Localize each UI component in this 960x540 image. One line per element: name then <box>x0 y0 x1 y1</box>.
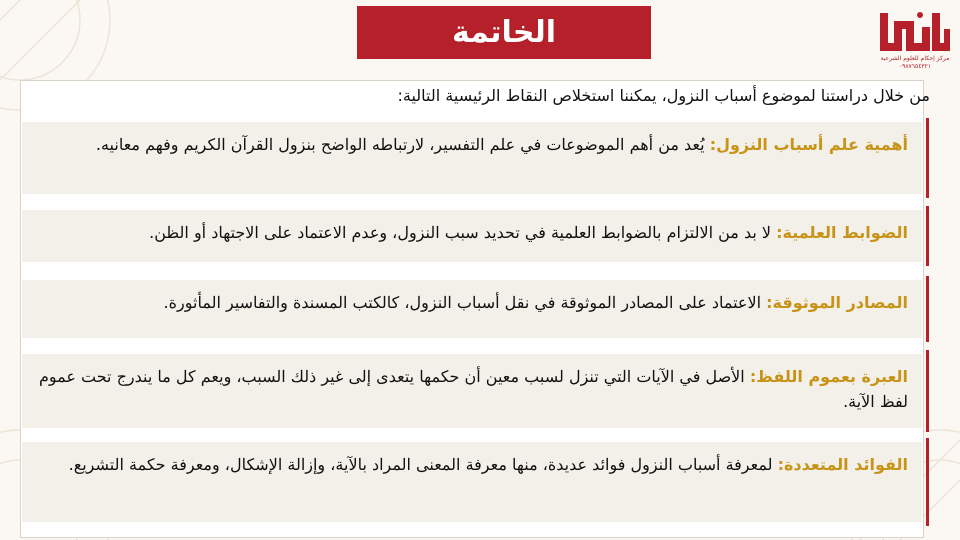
point-text-block <box>32 220 908 245</box>
point-body: لمعرفة أسباب النزول فوائد عديدة، منها معرفة المعنى المراد بالآية، وإزالة الإشكال، ومعرفة حكمة التشريع. <box>68 455 773 474</box>
point-body: يُعد من أهم الموضوعات في علم التفسير، لارتباطه الواضح بنزول القرآن الكريم وفهم معانيه. <box>95 135 705 154</box>
point-card <box>22 210 922 262</box>
point-text-block <box>32 132 908 157</box>
logo-phone: ٠٩٨٧٦٥٤٣٢١ <box>898 63 932 70</box>
point-body: لا بد من الالتزام بالضوابط العلمية في تحديد سبب النزول، وعدم الاعتماد على الاجتهاد أو الظن. <box>149 223 771 242</box>
point-accent-bar <box>926 276 929 342</box>
point-card <box>22 442 922 522</box>
point-accent-bar <box>926 350 929 432</box>
point-heading: المصادر الموثوقة: <box>766 293 908 312</box>
intro-text: من خلال دراستنا لموضوع أسباب النزول، يمكننا استخلاص النقاط الرئيسية التالية: <box>397 86 930 105</box>
point-card <box>22 354 922 428</box>
point-text-block <box>32 290 908 315</box>
point-accent-bar <box>926 206 929 266</box>
point-accent-bar <box>926 118 929 198</box>
point-text-block <box>32 452 908 477</box>
title-banner <box>357 6 651 59</box>
point-body: الاعتماد على المصادر الموثوقة في نقل أسباب النزول، كالكتب المسندة والتفاسير المأثورة. <box>163 293 762 312</box>
point-accent-bar <box>926 438 929 526</box>
point-card <box>22 280 922 338</box>
point-heading: العبرة بعموم اللفظ: <box>749 367 908 386</box>
slide-title: الخاتمة <box>451 15 556 50</box>
point-text-block <box>32 364 908 414</box>
logo-subtitle: مركز إحكام للعلوم الشرعية <box>880 55 950 62</box>
logo-caption <box>874 55 956 71</box>
point-heading: الفوائد المتعددة: <box>777 455 908 474</box>
point-heading: أهمية علم أسباب النزول: <box>709 135 908 154</box>
point-card <box>22 122 922 194</box>
point-heading: الضوابط العلمية: <box>776 223 908 242</box>
point-body: الأصل في الآيات التي تنزل لسبب معين أن حكمها يتعدى إلى غير ذلك السبب، ويعم كل ما يندرج تحت عموم لفظ الآية. <box>38 367 908 411</box>
